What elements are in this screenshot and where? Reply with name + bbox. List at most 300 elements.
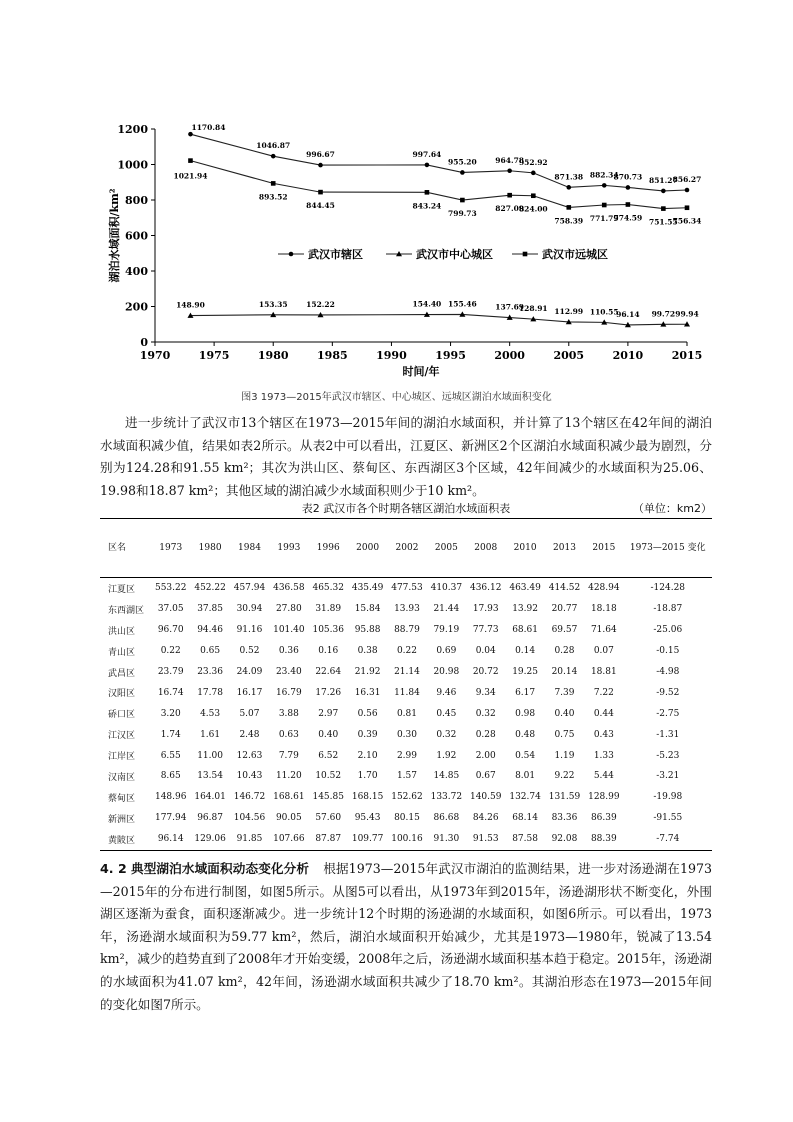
table-cell: 6.55	[160, 750, 181, 761]
section-number: 4. 2	[100, 861, 127, 876]
data-label: 799.73	[448, 209, 477, 219]
data-label: 112.99	[554, 306, 584, 316]
table-cell: 洪山区	[108, 626, 136, 637]
table-cell: 94.46	[197, 625, 223, 636]
table-cell: 江岸区	[108, 752, 136, 763]
table-cell: 96.70	[157, 625, 184, 636]
table-cell: 37.05	[157, 604, 184, 615]
data-label: 882.34	[589, 170, 619, 180]
table-cell: 27.80	[275, 604, 302, 615]
table-cell: 88.79	[394, 625, 420, 636]
table-cell: 17.26	[315, 687, 342, 698]
table-cell: 1.74	[160, 729, 181, 740]
data-label: 1046.87	[256, 141, 291, 151]
table-caption: 表2 武汉市各个时期各辖区湖泊水域面积表	[301, 502, 511, 515]
table-row	[100, 703, 712, 724]
paragraph-table-intro: 进一步统计了武汉市13个辖区在1973—2015年间的湖泊水域面积，并计算了13个辖区在42年间的湖泊水域面积减少值，结果如表2所示。从表2中可以看出，江夏区、新洲区2个区湖泊水域面积减少最为剧烈，分别为124.28和91.55 km²；其次为洪山区、蔡甸区、东西湖区3个区域，42年间减少的水域面积为25.06、19.98和18.87 km²；其他区域的湖泊减少水域面积则少于10 km²。	[100, 415, 712, 498]
table-cell: 9.22	[554, 771, 575, 782]
table-cell: 1.92	[436, 750, 457, 761]
table-row	[100, 787, 712, 808]
table-body	[100, 578, 712, 851]
data-point	[188, 158, 193, 163]
table-cell: 12.63	[236, 750, 263, 761]
table-cell: 0.44	[593, 708, 614, 719]
table-cell: 177.94	[154, 813, 187, 824]
table-cell: -3.21	[656, 771, 680, 782]
data-label: 893.52	[258, 192, 288, 202]
table-cell: 20.77	[551, 604, 578, 615]
table-cell: 8.01	[515, 771, 536, 782]
data-label: 870.73	[613, 172, 643, 182]
data-point	[566, 205, 571, 210]
data-point	[531, 171, 536, 176]
table-cell: 23.40	[275, 667, 302, 677]
table-cell: 1.33	[593, 750, 614, 761]
table-cell: 164.01	[194, 792, 226, 803]
table-cell: 16.31	[354, 687, 381, 698]
table-header-cell: 1973—2015 变化	[624, 519, 712, 578]
y-tick-label: 200	[125, 300, 148, 314]
table-cell: 9.34	[475, 687, 496, 698]
table-cell: 16.74	[157, 687, 184, 698]
table-cell: 硚口区	[108, 710, 136, 721]
table-cell: 13.54	[197, 771, 223, 782]
table-cell: 95.43	[354, 813, 381, 824]
data-label: 824.00	[518, 204, 548, 214]
table-cell: 0.54	[515, 750, 536, 761]
table-cell: 24.09	[236, 667, 263, 677]
y-tick-label: 1000	[117, 158, 148, 172]
table-cell: 68.14	[512, 813, 538, 824]
table-cell: 23.36	[197, 667, 223, 677]
table-cell: 7.79	[278, 750, 299, 761]
table-cell: 汉阳区	[108, 689, 136, 700]
table-cell: 2.99	[396, 750, 417, 761]
x-tick-label: 1970	[139, 349, 171, 362]
table-row	[100, 662, 712, 683]
data-label: 152.22	[306, 299, 335, 309]
table-cell: 57.60	[315, 813, 342, 824]
table-cell: 129.06	[190, 829, 229, 850]
x-tick-label: 1975	[198, 349, 230, 362]
data-point	[626, 202, 631, 207]
table-cell: 21.92	[354, 667, 381, 677]
table-row	[100, 808, 712, 829]
table-cell: 30.94	[236, 604, 263, 615]
data-label: 137.69	[495, 302, 525, 312]
data-label: 856.27	[672, 175, 702, 185]
table-caption-row	[100, 500, 712, 516]
x-axis-label: 时间/年	[402, 365, 440, 378]
table-cell: 1.61	[200, 729, 221, 740]
table-cell: 0.39	[357, 729, 378, 740]
table-cell: 江夏区	[108, 584, 136, 595]
data-label: 851.27	[648, 175, 678, 185]
table-cell: -91.55	[653, 813, 683, 824]
table-cell: 0.81	[396, 708, 417, 719]
table-cell: 465.32	[312, 583, 344, 594]
table-cell: 13.93	[394, 604, 420, 615]
table-cell: -5.23	[656, 750, 680, 761]
table-cell: 0.40	[318, 729, 339, 740]
table-cell: 84.26	[472, 813, 499, 824]
table-cell: 8.65	[160, 771, 181, 782]
table-cell: 汉南区	[108, 772, 136, 783]
data-point	[602, 183, 607, 188]
x-tick-label: 2005	[553, 349, 585, 362]
table-cell: 0.30	[396, 729, 417, 740]
table-cell: 6.52	[318, 750, 339, 761]
data-point	[507, 193, 512, 198]
data-point	[685, 188, 690, 193]
data-point	[460, 198, 465, 203]
table-cell: 7.22	[593, 687, 614, 698]
table-cell: 414.52	[548, 583, 581, 594]
table-cell: 黄陂区	[100, 829, 151, 850]
table-cell: 0.43	[593, 729, 614, 740]
table-header-cell: 2002	[387, 519, 426, 578]
district-lake-area-table	[100, 518, 712, 851]
table-cell: 15.84	[354, 604, 381, 615]
table-cell: 152.62	[391, 792, 423, 803]
table-row	[100, 620, 712, 641]
table-cell: 0.65	[200, 646, 221, 657]
table-cell: 435.49	[351, 583, 384, 594]
data-point	[661, 189, 666, 194]
data-label: 110.55	[589, 307, 619, 317]
data-label: 99.72	[651, 309, 676, 319]
table-cell: 0.32	[475, 708, 496, 719]
table-cell: 91.53	[466, 829, 505, 850]
table-cell: 0.16	[318, 646, 339, 657]
table-cell: 22.64	[315, 667, 342, 677]
table-cell: 68.61	[512, 625, 538, 636]
section-4-2-paragraph	[100, 858, 712, 1016]
table-cell: 0.75	[554, 729, 575, 740]
table-cell: 0.98	[515, 708, 536, 719]
table-cell: -124.28	[650, 583, 686, 594]
table-cell: 东西湖区	[108, 605, 145, 616]
table-cell: 0.38	[357, 646, 378, 657]
table-cell: 88.39	[584, 829, 623, 850]
table-header-cell: 2008	[466, 519, 505, 578]
table-cell: 蔡甸区	[108, 793, 136, 804]
table-cell: 0.36	[278, 646, 299, 657]
table-cell: 128.99	[588, 792, 620, 803]
table-cell: 0.22	[396, 646, 417, 657]
table-cell: 0.07	[593, 646, 614, 657]
table-cell: 436.58	[273, 583, 305, 594]
table-cell: 87.87	[309, 829, 348, 850]
table-cell: 1.19	[554, 750, 575, 761]
data-label: 996.67	[306, 150, 335, 160]
table-cell: 13.92	[512, 604, 538, 615]
table-cell: 477.53	[391, 583, 423, 594]
data-label: 758.39	[554, 216, 584, 226]
y-tick-label: 1200	[117, 123, 148, 136]
table-header-cell: 1993	[269, 519, 308, 578]
table-header-cell: 2013	[545, 519, 584, 578]
table-cell: 91.30	[427, 829, 466, 850]
x-tick-label: 2015	[671, 349, 703, 362]
table-cell: 7.39	[554, 687, 575, 698]
table-cell: -4.98	[656, 667, 680, 677]
table-cell: 0.63	[278, 729, 299, 740]
table-cell: 10.52	[315, 771, 342, 782]
y-axis-label: 湖泊水域面积/km²	[108, 188, 121, 283]
table-cell: -19.98	[653, 792, 683, 803]
data-point	[271, 181, 276, 186]
data-label: 756.34	[672, 216, 702, 226]
data-point	[188, 132, 193, 137]
table-cell: 18.18	[590, 604, 617, 615]
table-cell: 11.00	[197, 750, 223, 761]
y-tick-label: 800	[125, 194, 148, 207]
table-cell: 553.22	[154, 583, 187, 594]
table-cell: 0.14	[515, 646, 536, 657]
table-cell: 87.58	[505, 829, 544, 850]
data-point	[318, 190, 323, 195]
table-cell: 457.94	[233, 583, 266, 594]
table-cell: 0.40	[554, 708, 575, 719]
data-label: 771.79	[589, 214, 619, 224]
legend-entry: 武汉市辖区	[308, 248, 363, 261]
table-cell: 16.79	[275, 687, 302, 698]
data-label: 964.78	[495, 155, 525, 165]
table-cell: 1.57	[396, 771, 417, 782]
section-text: 根据1973—2015年武汉市湖泊的监测结果，进一步对汤逊湖在1973—2015年的分布进行制图，如图5所示。从图5可以看出，从1973年到2015年，汤逊湖形状不断变化，外围湖区逐渐为蚕食，面积逐渐减少。进一步统计12个时期的汤逊湖的水域面积，如图6所示。可以看出，1973年，汤逊湖水域面积为59.77 km²，然后，湖泊水域面积开始减少，尤其是1973—1980年，锐减了13.54 km²，减少的趋势直到了2008年才开始变缓，2008年之后，汤逊湖水域面积基本趋于稳定。2015年，汤逊湖的水域面积为41.07 km²，42年间，汤逊湖水域面积共减少了18.70 km²。其湖泊形态在1973—2015年间的变化如图7所示。	[100, 861, 712, 1012]
table-cell: -0.15	[656, 646, 680, 657]
legend-marker	[289, 252, 294, 257]
table-cell: 145.85	[312, 792, 344, 803]
table-cell: 109.77	[348, 829, 387, 850]
data-point	[602, 203, 607, 208]
data-label: 148.90	[176, 300, 205, 310]
table-cell: 6.17	[515, 687, 536, 698]
table-cell: 10.43	[236, 771, 263, 782]
table-cell: 0.67	[475, 771, 496, 782]
data-label: 844.45	[306, 201, 335, 211]
table-cell: 86.68	[433, 813, 460, 824]
data-point	[425, 163, 430, 168]
table-header-row	[100, 519, 712, 578]
table-header-cell: 1973	[151, 519, 190, 578]
table-cell: 80.15	[394, 813, 420, 824]
table-cell: -18.87	[653, 604, 683, 615]
table-cell: 71.64	[590, 625, 617, 636]
y-tick-label: 0	[140, 336, 148, 349]
table-cell: 410.37	[430, 583, 463, 594]
table-cell: 5.44	[593, 771, 614, 782]
table-cell: 2.97	[318, 708, 339, 719]
table-cell: 3.88	[278, 708, 299, 719]
section-title: 典型湖泊水域面积动态变化分析	[130, 861, 310, 876]
data-label: 843.24	[412, 201, 442, 211]
table-cell: 0.28	[554, 646, 575, 657]
table-cell: 107.66	[269, 829, 308, 850]
table-cell: 11.20	[275, 771, 302, 782]
table-cell: -9.52	[656, 687, 680, 698]
data-label: 997.64	[412, 149, 442, 159]
table-cell: 16.17	[236, 687, 263, 698]
y-tick-label: 400	[125, 265, 148, 278]
table-cell: 3.20	[160, 708, 181, 719]
table-cell: 20.14	[551, 667, 578, 677]
table-cell: 9.46	[436, 687, 457, 698]
table-cell: 133.72	[430, 792, 463, 803]
data-point	[566, 185, 571, 190]
lake-area-line-chart	[100, 112, 720, 384]
data-label: 1170.84	[191, 123, 226, 133]
legend-marker	[523, 252, 528, 257]
table-cell: 14.85	[433, 771, 460, 782]
data-point	[626, 185, 631, 190]
table-row	[100, 641, 712, 662]
table-cell: 20.72	[472, 667, 499, 677]
table-cell: 132.74	[509, 792, 541, 803]
table-cell: 0.48	[515, 729, 536, 740]
table-cell: 96.14	[151, 829, 190, 850]
x-tick-label: 1995	[435, 349, 466, 362]
table-row	[100, 682, 712, 703]
data-point	[271, 154, 276, 159]
table-row	[100, 578, 712, 599]
table-cell: 69.57	[551, 625, 578, 636]
table-cell: 168.15	[351, 792, 384, 803]
table-cell: 0.22	[160, 646, 181, 657]
table-cell: 19.25	[512, 667, 538, 677]
table-cell: 2.48	[239, 729, 260, 740]
data-label: 96.14	[616, 309, 640, 319]
table-cell: 0.04	[475, 646, 496, 657]
data-label: 827.09	[495, 204, 525, 214]
table-cell: 17.78	[197, 687, 223, 698]
table-cell: 91.85	[230, 829, 269, 850]
table-row	[100, 766, 712, 787]
table-cell: 17.93	[472, 604, 499, 615]
table-cell: 2.00	[475, 750, 496, 761]
data-label: 1021.94	[173, 171, 208, 181]
data-point	[425, 190, 430, 195]
data-label: 952.92	[518, 157, 548, 167]
table-cell: 4.53	[200, 708, 221, 719]
table-cell: 428.94	[588, 583, 620, 594]
x-tick-label: 1980	[257, 349, 289, 362]
table-cell: 20.98	[433, 667, 460, 677]
table-row	[100, 724, 712, 745]
table-cell: 5.07	[239, 708, 260, 719]
table-header-cell: 区名	[100, 519, 151, 578]
table-cell: 2.10	[357, 750, 378, 761]
x-tick-label: 2000	[494, 349, 525, 362]
table-cell: -7.74	[624, 829, 712, 850]
x-tick-label: 2010	[612, 349, 644, 362]
data-label: 128.91	[518, 304, 548, 314]
data-point	[507, 168, 512, 173]
table-cell: 148.96	[154, 792, 187, 803]
legend-entry: 武汉市远城区	[542, 248, 608, 261]
table-cell: 新洲区	[108, 814, 136, 825]
table-cell: 105.36	[312, 625, 344, 636]
table-cell: 1.70	[357, 771, 378, 782]
table-cell: 0.28	[475, 729, 496, 740]
data-label: 153.35	[258, 299, 288, 309]
table-cell: 0.45	[436, 708, 457, 719]
data-point	[531, 193, 536, 198]
table-cell: 131.59	[548, 792, 581, 803]
table-cell: 91.16	[236, 625, 263, 636]
table-cell: 21.14	[394, 667, 420, 677]
table-cell: 0.52	[239, 646, 260, 657]
table-cell: 96.87	[197, 813, 223, 824]
table-cell: -25.06	[653, 625, 683, 636]
table-cell: 140.59	[469, 792, 502, 803]
data-label: 774.59	[613, 213, 643, 223]
table-cell: 77.73	[472, 625, 499, 636]
data-label: 871.38	[554, 172, 584, 182]
table-cell: 21.44	[433, 604, 460, 615]
table-cell: 146.72	[233, 792, 266, 803]
table-cell: 168.61	[273, 792, 305, 803]
data-label: 155.46	[448, 299, 477, 309]
table-cell: 92.08	[545, 829, 584, 850]
table-cell: 11.84	[394, 687, 420, 698]
table-cell: 463.49	[509, 583, 541, 594]
table-cell: 0.32	[436, 729, 457, 740]
table-cell: 101.40	[273, 625, 305, 636]
table-header-cell: 2005	[427, 519, 466, 578]
table-header-cell: 1980	[190, 519, 229, 578]
table-header-cell: 2000	[348, 519, 387, 578]
table-cell: 18.81	[590, 667, 617, 677]
table-cell: -2.75	[656, 708, 680, 719]
table-cell: 31.89	[315, 604, 342, 615]
table-cell: 100.16	[387, 829, 426, 850]
data-point	[685, 205, 690, 210]
legend-entry: 武汉市中心城区	[416, 248, 493, 261]
table-header-cell: 2015	[584, 519, 623, 578]
table-cell: 436.12	[469, 583, 502, 594]
table-cell: 0.56	[357, 708, 378, 719]
table-cell: 86.39	[590, 813, 617, 824]
table-row	[100, 829, 712, 850]
table-cell: 90.05	[275, 813, 302, 824]
table-cell: 37.85	[197, 604, 223, 615]
table-header-cell: 1984	[230, 519, 269, 578]
table-cell: 104.56	[233, 813, 266, 824]
table-cell: -1.31	[656, 729, 680, 740]
data-point	[661, 206, 666, 211]
x-tick-label: 1985	[317, 349, 348, 362]
data-point	[318, 163, 323, 168]
table-header-cell: 2010	[505, 519, 544, 578]
table-cell: 83.36	[551, 813, 578, 824]
table-cell: 青山区	[108, 647, 136, 658]
table-cell: 23.79	[157, 667, 184, 677]
data-point	[460, 170, 465, 175]
table-cell: 江汉区	[108, 731, 136, 742]
table-unit: （单位：km2）	[632, 502, 712, 515]
table-cell: 0.69	[436, 646, 457, 657]
data-label: 99.94	[675, 309, 699, 319]
data-label: 955.20	[448, 157, 477, 167]
x-tick-label: 1990	[376, 349, 407, 362]
data-label: 751.55	[648, 217, 678, 227]
table-row	[100, 745, 712, 766]
table-head	[100, 519, 712, 578]
y-tick-label: 600	[125, 229, 148, 243]
table-cell: 79.19	[433, 625, 460, 636]
